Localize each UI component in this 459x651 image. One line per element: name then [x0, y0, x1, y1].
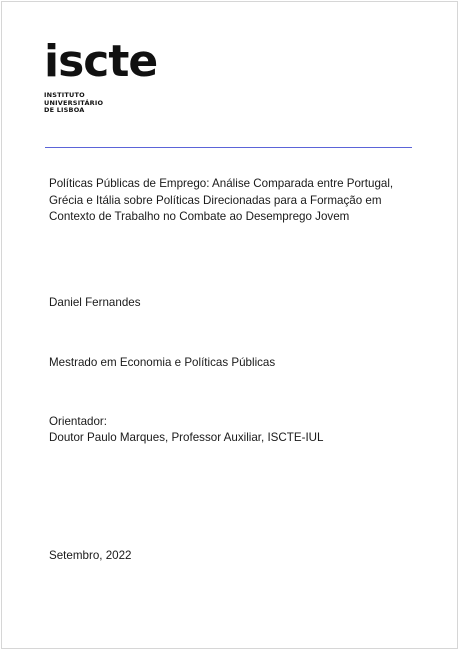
divider-rule	[45, 147, 412, 148]
supervisor-name: Doutor Paulo Marques, Professor Auxiliar, ISCTE-IUL	[49, 431, 324, 444]
thesis-title	[49, 176, 429, 226]
iscte-logo	[44, 36, 158, 87]
logo-subtitle	[44, 92, 103, 115]
submission-date: Setembro, 2022	[49, 549, 132, 562]
logo-wordmark: iscte	[44, 36, 158, 87]
degree-name: Mestrado em Economia e Políticas Públicas	[49, 356, 276, 369]
document-page	[1, 1, 458, 649]
title-line: Grécia e Itália sobre Políticas Direcionadas para a Formação em	[49, 193, 382, 207]
supervisor-label: Orientador:	[49, 415, 107, 428]
title-line: Contexto de Trabalho no Combate ao Desemprego Jovem	[49, 210, 350, 223]
title-line: Políticas Públicas de Emprego: Análise Comparada entre Portugal,	[49, 177, 394, 190]
logo-sub-line: INSTITUTO	[44, 91, 85, 99]
logo-sub-line: UNIVERSITÁRIO	[44, 98, 104, 107]
author-name: Daniel Fernandes	[49, 296, 141, 309]
logo-sub-line: DE LISBOA	[44, 106, 85, 114]
